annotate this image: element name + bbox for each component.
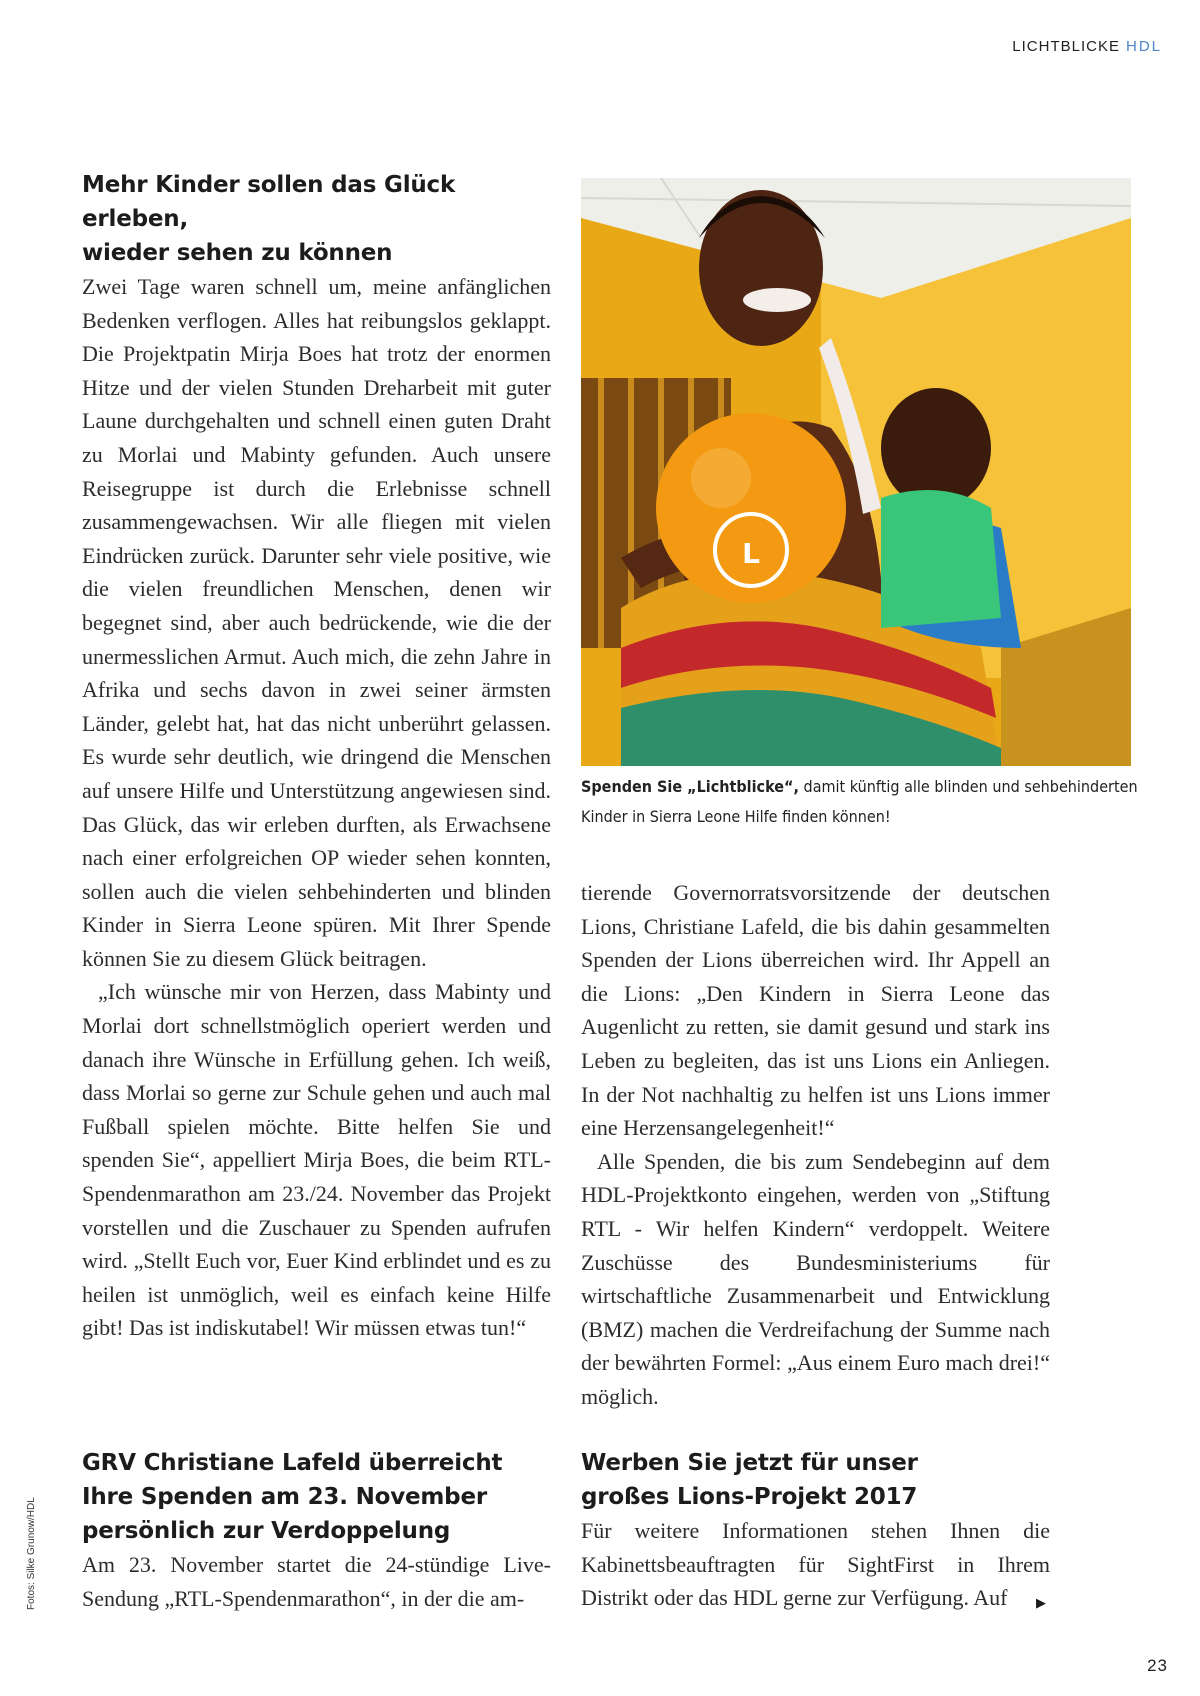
running-header: [1012, 38, 1162, 55]
section-heading-2: GRV Christiane Lafeld überreicht Ihre Spenden am 23. November persönlich zur Verdoppelung: [82, 1450, 503, 1544]
right-column: [581, 876, 1050, 1414]
page-number: 23: [1147, 1656, 1168, 1675]
paragraph-1: Zwei Tage waren schnell um, meine anfänglichen Bedenken verflogen. Alles hat reibungslos geklappt. Die Projektpatin Mirja Boes hat trotz der enormen Hitze und der vielen Stunden Dreharbeit mit guter Laune durchgehalten und schnell einen guten Draht zu Morlai und Mabinty gefunden. Auch unsere Reisegruppe ist durch die Erlebnisse schnell zusammengewachsen. Wir alle fliegen mit vielen Eindrücken zurück. Darunter sehr viele positive, wie die vielen freundlichen Menschen, denen wir begegnet sind, aber auch bedrückende, wie die der unermesslichen Armut. Auch mich, die zehn Jahre in Afrika und sechs davon in zwei seiner ärmsten Länder, gelebt hat, hat das nicht unberührt gelassen. Es wurde sehr deutlich, wie dringend die Menschen auf unsere Hilfe und Unterstützung angewiesen sind. Das Glück, das wir erleben durften, als Erwachsene nach einer erfolgreichen OP wieder sehen konnten, sollen auch die vielen sehbehinderten und blinden Kinder in Sierra Leone spüren. Mit Ihrer Spende können Sie zu diesem Glück beitragen.: [82, 274, 551, 971]
section-title: LICHTBLICKE: [1012, 38, 1120, 55]
mother-child-photo: [581, 178, 1131, 766]
caption-lead: Spenden Sie „Lichtblicke“,: [581, 777, 799, 796]
photo-caption: [581, 772, 1139, 832]
svg-text:L: L: [742, 537, 760, 570]
paragraph-3: Am 23. November startet die 24-stündige Live-Sendung „RTL-Spendenmarathon“, in der die am-: [82, 1552, 551, 1611]
section-heading-3: Werben Sie jetzt für unser großes Lions-Projekt 2017: [581, 1450, 918, 1510]
right-paragraph-3: Für weitere Informationen stehen Ihnen die Kabinettsbeauftragten für SightFirst in Ihrem Distrikt oder das HDL gerne zur Verfügung. Auf: [581, 1518, 1050, 1611]
paragraph-2: „Ich wünsche mir von Herzen, dass Mabinty und Morlai dort schnellstmöglich operiert werden und danach ihre Wünsche in Erfüllung gehen. Ich weiß, dass Morlai so gerne zur Schule gehen und auch mal Fußball spielen möchte. Bitte helfen Sie und spenden Sie“, appelliert Mirja Boes, die beim RTL-Spendenmarathon am 23./24. November das Projekt vorstellen und die Zuschauer zu Spenden aufrufen wird. „Stellt Euch vor, Euer Kind erblindet und es zu heilen ist unmöglich, weil es einfach keine Hilfe gibt! Das ist indiskutabel! Wir müssen etwas tun!“: [82, 979, 551, 1341]
right-paragraph-2: Alle Spenden, die bis zum Sendebeginn auf dem HDL-Projektkonto eingehen, werden von „Stiftung RTL - Wir helfen Kindern“ verdoppelt. Weitere Zuschüsse des Bundesministeriums für wirtschaftliche Zusammenarbeit und Entwicklung (BMZ) machen die Verdreifachung der Summe nach der bewährten Formel: „Aus einem Euro mach drei!“ möglich.: [581, 1148, 1050, 1409]
right-column-lower: [581, 1446, 1050, 1615]
right-paragraph-1: tierende Governorratsvorsitzende der deutschen Lions, Christiane Lafeld, die bis dahin gesammelten Spenden der Lions überreichen wird. Ihr Appell an die Lions: „Den Kindern in Sierra Leone das Augenlicht zu retten, sie damit gesund und stark ins Leben zu begleiten, das ist uns Lions ein Anliegen. In der Not nachhaltig zu helfen ist uns Lions immer eine Herzensangelegenheit!“: [581, 880, 1050, 1141]
section-heading-1: Mehr Kinder sollen das Glück erleben, wieder sehen zu können: [82, 172, 456, 266]
caption-text: damit künftig alle blinden und sehbehinderten Kinder in Sierra Leone Hilfe finden können!: [581, 777, 1138, 826]
brand-label: HDL: [1125, 38, 1162, 55]
photo-credit: Fotos: Silke Grunow/HDL: [26, 1497, 37, 1610]
left-column: [82, 168, 551, 1345]
triangle-right-icon: ▶: [1036, 1596, 1046, 1611]
left-column-lower: [82, 1446, 551, 1615]
